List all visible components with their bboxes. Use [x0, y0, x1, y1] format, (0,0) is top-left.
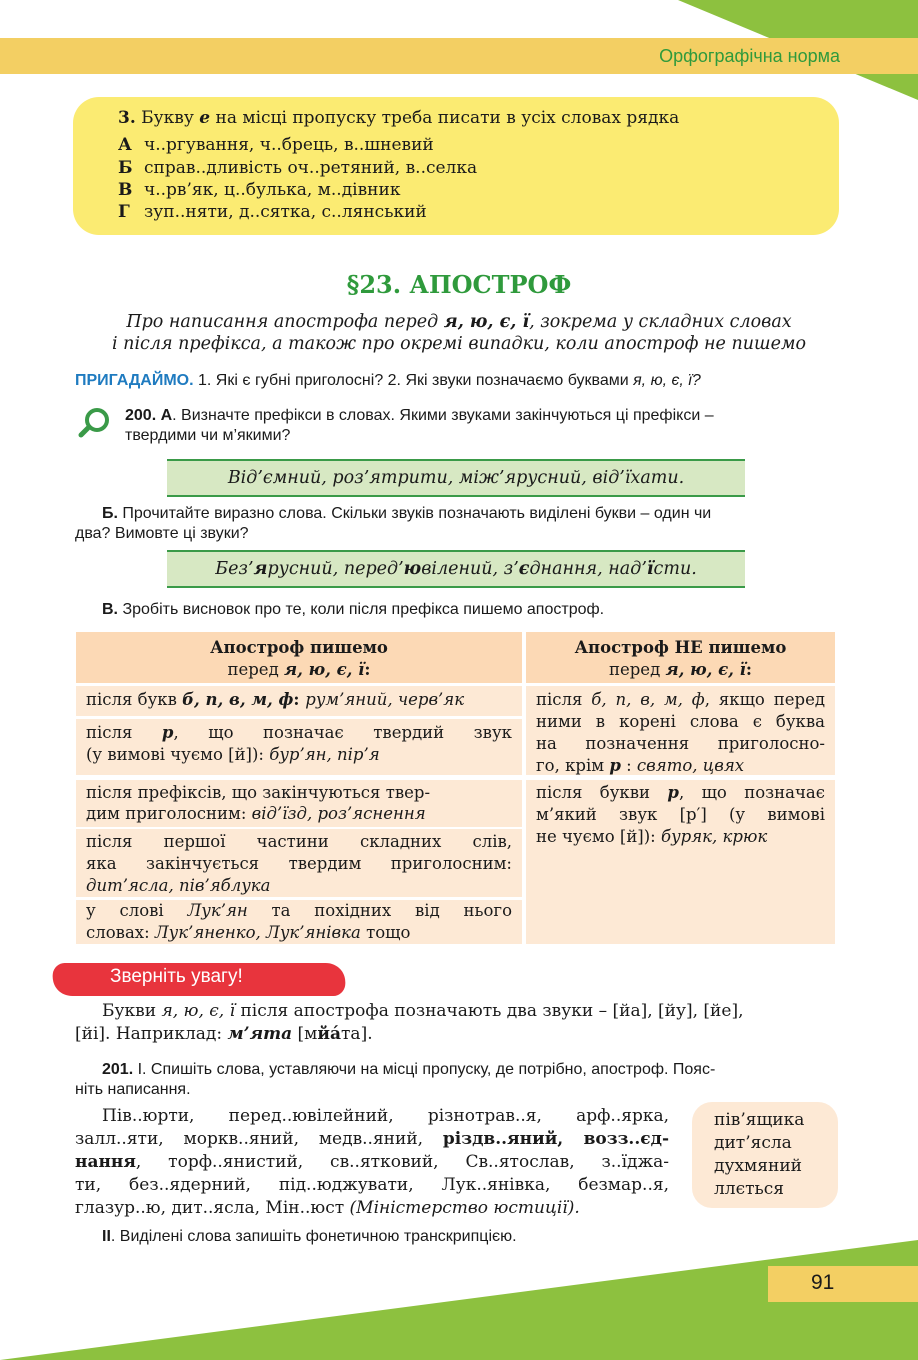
header-title: Орфографічна норма: [659, 46, 840, 66]
table-row-right-2: після букви р, що позначає м’який звук [р′] (у вимові не чуємо [й]): буряк, крюк: [526, 780, 835, 944]
ex201-part-2: ІІ. Виділені слова запишіть фонетичною транскрипцією.: [102, 1228, 517, 1245]
table-row-left-1: після букв б, п, в, м, ф: рум’яний, черв’як: [76, 686, 522, 716]
attention-label: Зверніть увагу!: [110, 966, 243, 987]
table-header-right: Апостроф НЕ пишемо перед я, ю, є, ї:: [526, 632, 835, 683]
ex200-part-b: Б. Прочитайте виразно слова. Скільки звуків позначають виділені букви – один чи два? Вимовте ці звуки?: [75, 505, 712, 542]
task-option-d: Г зуп..няти, д..сятка, с..лянський: [118, 202, 427, 222]
note-word: ллється: [714, 1179, 785, 1199]
task-question: 3. Букву е на місці пропуску треба писати в усіх словах рядка: [118, 108, 680, 128]
task-option-b: Б справ..дливість оч..ретяний, в..селка: [118, 158, 478, 178]
section-subtitle-line2: і після префікса, а також про окремі випадки, коли апостроф не пишемо: [112, 334, 806, 354]
page-number: 91: [811, 1271, 835, 1294]
section-subtitle-line1: Про написання апострофа перед я, ю, є, ї, зокрема у складних словах: [126, 312, 792, 332]
remind-line: ПРИГАДАЙМО. 1. Які є губні приголосні? 2. Які звуки позначаємо буквами я, ю, є, ї?: [75, 372, 701, 389]
note-word: пів’ящика: [714, 1110, 805, 1130]
table-row-left-4: після першої частини складних слів, яка закінчується твердим приголосним: дит’ясла, пів’яблука: [76, 829, 522, 897]
task-option-a: А ч..ргування, ч..брець, в..шневий: [118, 135, 434, 155]
table-row-right-1: після б, п, в, м, ф, якщо перед ними в корені слова є буква на позначення приголосно- го, крім р : свято, цвях: [526, 686, 835, 775]
table-header-left: Апостроф пишемо перед я, ю, є, ї:: [76, 632, 522, 683]
attention-text: Букви я, ю, є, ї після апострофа позначають два звуки – [йа], [йу], [йе], [йі]. Наприклад: м’ята [мйáта].: [75, 1001, 744, 1044]
page-number-band: [768, 1266, 918, 1302]
ex200-part-a: 200. А. Визначте префікси в словах. Якими звуками закінчуються ці префікси – твердими чи м’якими?: [125, 407, 714, 444]
table-row-left-2: після р, що позначає твердий звук (у вимові чуємо [й]): бур’ян, пір’я: [76, 719, 522, 775]
note-word: духмяний: [714, 1156, 802, 1176]
ex201-words: Пів..юрти, перед..ювілейний, різнотрав..я, арф..ярка, залл..яти, моркв..яний, медв..яний, різдв..яний, возз..єд- нання, торф..янистий, св..ятковий, Св..ятослав, з..їджа- ти, без..ядерний, під..юджувати, Лук..янівка, безмар..я, глазур..ю, дит..ясла, Мін..юст (Міністерство юстиції).: [75, 1106, 669, 1218]
words-box-a: Від’ємний, роз’ятрити, між’ярусний, від’їхати.: [167, 459, 745, 497]
words-box-b: Без’ я русний, перед’ ю вілений, з’ є днання, над’ ї сти.: [167, 550, 745, 588]
magnifier-icon: [78, 406, 114, 440]
ex201-task: 201. І. Спишіть слова, уставляючи на місці пропуску, де потрібно, апостроф. Пояс- ніть написання.: [75, 1061, 716, 1098]
task-option-c: В ч..рв’як, ц..булька, м..дівник: [118, 180, 401, 200]
note-word: дит’ясла: [714, 1133, 792, 1153]
table-row-left-5: у слові Лук’ян та похідних від нього словах: Лук’яненко, Лук’янівка тощо: [76, 900, 522, 944]
table-row-left-3: після префіксів, що закінчуються твер- дим приголосним: від’їзд, роз’яснення: [76, 780, 522, 827]
ex200-part-c: В. Зробіть висновок про те, коли після префікса пишемо апостроф.: [102, 601, 605, 618]
section-title: §23. АПОСТРОФ: [346, 270, 572, 299]
